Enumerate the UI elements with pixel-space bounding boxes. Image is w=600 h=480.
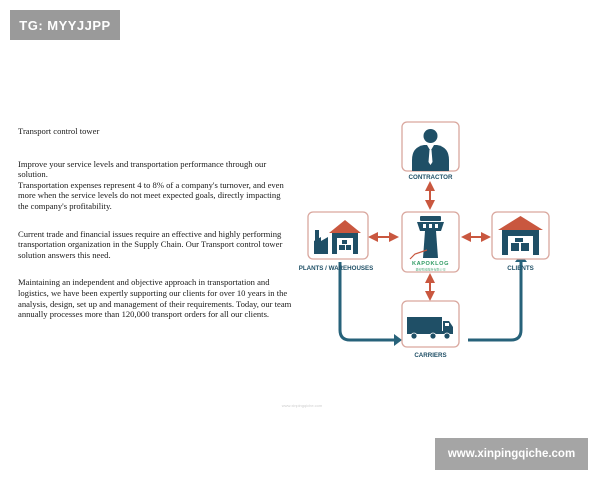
clients-label: CLIENTS — [507, 265, 534, 272]
plants-warehouses-label: PLANTS / WAREHOUSES — [298, 265, 374, 272]
node-plants-warehouses — [299, 212, 374, 272]
article-text — [18, 126, 293, 337]
site-url-watermark: www.xinpingqiche.com — [435, 438, 588, 470]
article-paragraph-3: Maintaining an independent and objective approach in transportation and logistics, we have been expertly supporting our clients for over 10 years in the analysis, design, set up and management of their requirements. Today, our team annually processes more than 120,000 transport orders for all our clients. — [18, 277, 292, 320]
carriers-label: CARRIERS — [414, 352, 447, 359]
kapoklog-sublabel: 嘉峪物流服务有限公司 — [415, 267, 446, 272]
node-carriers — [402, 301, 459, 359]
contractor-label: CONTRACTOR — [408, 174, 453, 181]
article-title: Transport control tower — [18, 126, 100, 136]
flow-line-plants-to-carriers — [340, 262, 402, 346]
small-footnote-text: www.xinpingqiche.com — [281, 403, 323, 408]
supply-chain-diagram — [296, 112, 566, 372]
kapoklog-logo: KAPOKLOG — [411, 261, 450, 267]
article-paragraph-1: Improve your service levels and transportation performance through our solution. Transportation expenses represent 4 to 8% of a company's turnover, and even more when the service levels do not meet expected goals, directly impacting the company's profitability. — [18, 158, 284, 211]
node-contractor — [402, 122, 459, 181]
node-control-tower — [402, 212, 459, 272]
article-paragraph-2: Current trade and financial issues require an effective and highly performing transportation organization in the Supply Chain. Our Transport control tower solution answers this need. — [18, 228, 283, 260]
tg-watermark-badge: TG: MYYJJPP — [10, 10, 120, 40]
